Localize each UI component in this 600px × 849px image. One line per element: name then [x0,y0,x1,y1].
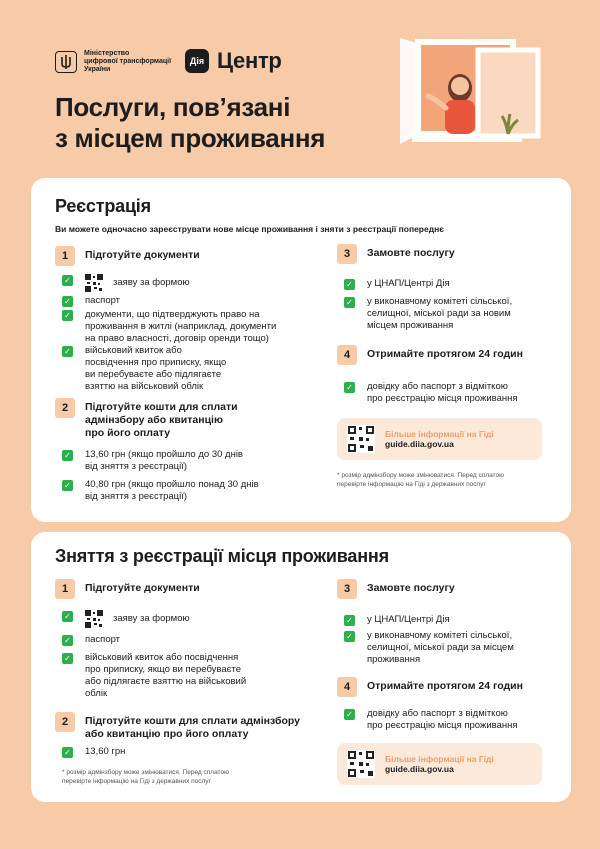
reg-step1-item-form: ✓ заяву за формою [62,274,190,292]
reg-step-3 [337,244,455,264]
dereg-step-4 [337,677,523,697]
registration-title: Реєстрація [55,196,151,216]
reg-step1-item-documents: ✓ документи, що підтверджують право на проживання в житлі (наприклад, документи на право власності, договір оренди тощо) [62,309,276,345]
check-icon: ✓ [62,346,73,357]
dereg-info-box[interactable] [337,743,542,785]
reg-step2-item-2: ✓ 40,80 грн (якщо пройшло понад 30 днів від зняття з реєстрації) [62,479,259,503]
reg-step-1 [55,246,200,266]
check-icon: ✓ [344,709,355,720]
qr-code-icon[interactable] [347,750,375,778]
check-icon: ✓ [62,450,73,461]
info-label: Більше інформації на Гіді [385,754,494,764]
qr-code-icon[interactable] [85,610,103,628]
check-icon: ✓ [62,480,73,491]
ministry-logo [55,50,179,74]
registration-subtitle: Ви можете одночасно зареєструвати нове місце проживання і зняти з реєстрації попереднє [55,224,444,234]
dereg-step-2 [55,712,300,741]
reg-step1-item-military: ✓ військовий квиток або посвідчення про приписку, якщо ви перебуваєте або підлягаєте взяттю на військовий облік [62,345,226,393]
info-label: Більше інформації на Гіді [385,429,494,439]
step-title: Підготуйте кошти для сплати адмінзбору або квитанцію про його оплату [85,401,238,439]
qr-code-icon[interactable] [347,425,375,453]
step-title: Підготуйте кошти для сплати адмінзбору або квитанцію про його оплату [85,715,300,740]
reg-info-box[interactable] [337,418,542,460]
dereg-step4-item-1: ✓ довідку або паспорт з відміткою про реєстрацію місця проживання [344,708,518,732]
step-title: Підготуйте документи [85,582,200,594]
check-icon: ✓ [344,297,355,308]
step-title: Підготуйте документи [85,249,200,261]
step-number: 3 [337,244,357,264]
check-icon: ✓ [62,653,73,664]
diia-center-logo [185,48,282,74]
check-icon: ✓ [62,275,73,286]
dereg-step2-item-1: ✓ 13,60 грн [62,746,125,758]
reg-footnote: * розмір адмінзбору може змінюватися. Перед сплатою перевірте інформацію на Гіді з державних послуг [337,472,504,488]
dereg-step1-item-form: ✓ заяву за формою [62,610,190,628]
check-icon: ✓ [62,310,73,321]
check-icon: ✓ [62,296,73,307]
reg-step-4 [337,345,523,365]
dereg-footnote: * розмір адмінзбору може змінюватися. Перед сплатою перевірте інформацію на Гіді з державних послуг [62,769,229,785]
dereg-step1-item-passport: ✓ паспорт [62,634,120,646]
step-number: 4 [337,345,357,365]
reg-step2-item-1: ✓ 13,60 грн (якщо пройшло до 30 днів від зняття з реєстрації) [62,449,243,473]
header [0,0,600,180]
dereg-step3-item-1: ✓ у ЦНАП/Центрі Дія [344,614,450,626]
dereg-step-3 [337,579,455,599]
dereg-step-1 [55,579,200,599]
step-title: Замовте послугу [367,247,455,259]
registration-card [31,178,571,522]
page-title: Послуги, пов’язані з місцем проживання [55,92,326,153]
step-title: Отримайте протягом 24 годин [367,348,523,360]
woman-in-window-illustration [398,36,548,148]
step-number: 2 [55,712,75,732]
check-icon: ✓ [62,635,73,646]
qr-code-icon[interactable] [85,274,103,292]
guide-link[interactable]: guide.diia.gov.ua [385,764,454,774]
step-number: 2 [55,398,75,418]
diia-center-text: Центр [217,48,282,73]
step-number: 3 [337,579,357,599]
reg-step-2 [55,398,238,440]
reg-step4-item-1: ✓ довідку або паспорт з відміткою про реєстрацію місця проживання [344,381,518,405]
dereg-step1-item-military: ✓ військовий квиток або посвідчення про приписку, якщо ви перебуваєте або підлягаєте взяттю на військовий облік [62,652,246,700]
check-icon: ✓ [62,747,73,758]
check-icon: ✓ [344,615,355,626]
check-icon: ✓ [344,631,355,642]
check-icon: ✓ [62,611,73,622]
reg-step3-item-1: ✓ у ЦНАП/Центрі Дія [344,278,450,290]
guide-link[interactable]: guide.diia.gov.ua [385,439,454,449]
reg-step1-item-passport: ✓ паспорт [62,295,120,307]
step-number: 4 [337,677,357,697]
dereg-step3-item-2: ✓ у виконавчому комітеті сільської, селищної, міської ради за місцем проживання [344,630,514,666]
step-title: Отримайте протягом 24 годин [367,680,523,692]
deregistration-card [31,532,571,802]
check-icon: ✓ [344,382,355,393]
diia-badge: Дія [185,49,209,73]
step-number: 1 [55,579,75,599]
step-title: Замовте послугу [367,582,455,594]
step-number: 1 [55,246,75,266]
ministry-name: Міністерство цифрової трансформації України [84,50,172,73]
reg-step3-item-2: ✓ у виконавчому комітеті сільської, селищної, міської ради за новим місцем проживання [344,296,512,332]
check-icon: ✓ [344,279,355,290]
deregistration-title: Зняття з реєстрації місця проживання [55,546,389,566]
trident-icon [55,51,77,73]
